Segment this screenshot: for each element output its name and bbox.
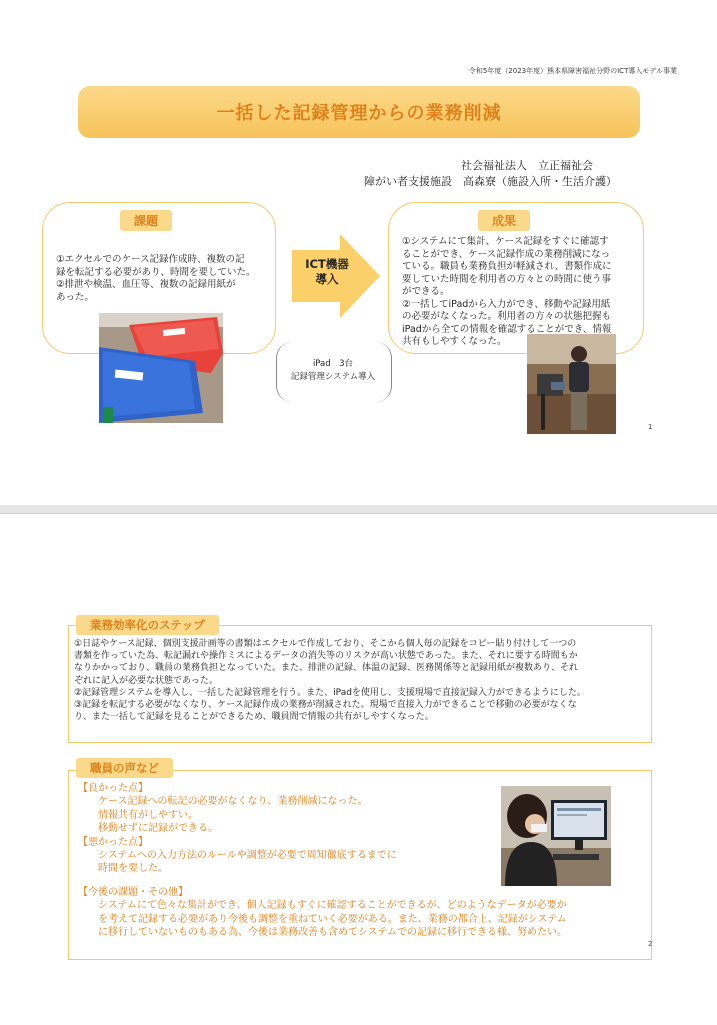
steps-line: ①日誌やケース記録、個別支援計画等の書類はエクセルで作成しており、そこから個人毎の記録をコピー貼り付けして一つの: [74, 639, 577, 649]
ipad-count: iPad 3台: [312, 359, 354, 369]
result-tag: 成果: [478, 210, 530, 231]
slide-page-1: [0, 0, 717, 506]
page-gap: [0, 505, 717, 513]
organization-info: [364, 158, 617, 190]
steps-line: ③記録を転記する必要がなくなり、ケース記録作成の業務が削減された。現場で直接入力ができることで移動の必要がなくな: [74, 700, 577, 711]
issue-line: 録を転記する必要があり、時間を要していた。: [56, 266, 256, 278]
record-folders-photo: [99, 313, 223, 423]
issue-line: ②排泄や検温、血圧等、複数の記録用紙が: [56, 279, 236, 290]
result-line: の必要がなくなった。利用者の方々の状態把握も: [402, 311, 612, 322]
result-line: ①システムにて集計、ケース記録をすぐに確認す: [402, 236, 609, 247]
steps-text: [74, 638, 586, 723]
voice-text: [78, 782, 567, 939]
ict-label-line: ICT機器: [305, 257, 349, 271]
issue-line: あった。: [56, 291, 94, 303]
steps-line: ぞれに記入が必要な状態であった。: [74, 675, 218, 686]
result-line: ている。職員も業務負担が軽減され、書類作成に: [402, 261, 612, 272]
voice-tag: 職員の声など: [76, 758, 173, 778]
good-heading: 【良かった点】: [78, 783, 148, 794]
issue-line: ①エクセルでのケース記録作成時、複数の記: [56, 254, 245, 265]
result-line: ができる。: [402, 286, 450, 297]
page-title: 一括した記録管理からの業務削減: [216, 103, 502, 124]
future-item: を考えて記録する必要があり今後も調整を重ねていく必要がある。また、業務の都合上、記録がシステム: [98, 913, 567, 925]
steps-tag: 業務効率化のステップ: [76, 615, 219, 635]
issue-text: [56, 254, 256, 304]
future-item: システムにて色々な集計ができ、個人記録もすぐに確認することができるが、どのようなデータが必要か: [98, 900, 567, 912]
bad-item: システムへの入力方法のルールや調整が必要で周知徹底するまでに: [98, 850, 397, 862]
result-line: ることができ、ケース記録作成の業務削減になっ: [402, 248, 611, 260]
slide-page-2: [0, 513, 717, 1025]
header-note: 令和5年度（2023年度）熊本県障害福祉分野のICT導入モデル事業: [468, 67, 677, 75]
system-introduced: 記録管理システム導入: [290, 372, 376, 382]
introduced-items: [276, 358, 390, 384]
result-text: [402, 236, 612, 349]
steps-line: 書類を作っていた為、転記漏れや操作ミスによるデータの消失等のリスクが高い状態であった。また、それに要する時間もか: [74, 651, 578, 662]
title-banner: [78, 86, 640, 138]
facility-name: 障がい者支援施設 高森寮（施設入所・生活介護）: [364, 175, 617, 188]
good-item: 移動せずに記録ができる。: [98, 823, 218, 835]
issue-tag: 課題: [120, 210, 172, 231]
page-number: 2: [648, 940, 653, 948]
result-line: ②一括してiPadから入力ができ、移動や記録用紙: [402, 298, 611, 310]
org-name: 社会福祉法人 立正福祉会: [461, 159, 593, 172]
future-heading: 【今後の課題・その他】: [78, 886, 188, 898]
staff-ipad-photo: [527, 334, 616, 434]
steps-line: なりかかっており、職員の業務負担となっていた。また、排泄の記録、体温の記録、医務関係等と記録用紙が複数あり、それ: [74, 663, 579, 674]
future-item: に移行していないものもある為、今後は業務改善も含めてシステムでの記録に移行できる様、努めたい。: [98, 927, 567, 939]
staff-computer-photo: [501, 786, 611, 886]
result-line: 共有もしやすくなった。: [402, 336, 507, 347]
ict-label: [296, 257, 358, 287]
result-line: iPadから全ての情報を確認することができ、情報: [402, 323, 612, 335]
ict-label-line: 導入: [315, 272, 339, 286]
bad-heading: 【悪かった点】: [78, 836, 148, 848]
page-number: 1: [648, 423, 653, 431]
steps-line: ②記録管理システムを導入し、一括した記録管理を行う。また、iPadを使用し、支援現場で直接記録入力ができるようにした。: [74, 687, 586, 698]
steps-line: り、また一括して記録を見ることができるため、職員間で情報の共有がしやすくなった。: [74, 712, 434, 723]
good-item: ケース記録への転記の必要がなくなり、業務削減になった。: [98, 796, 368, 808]
bad-item: 時間を要した。: [98, 863, 168, 875]
good-item: 情報共有がしやすい。: [98, 809, 198, 821]
result-line: 要していた時間を利用者の方々との時間に使う事: [402, 273, 612, 285]
